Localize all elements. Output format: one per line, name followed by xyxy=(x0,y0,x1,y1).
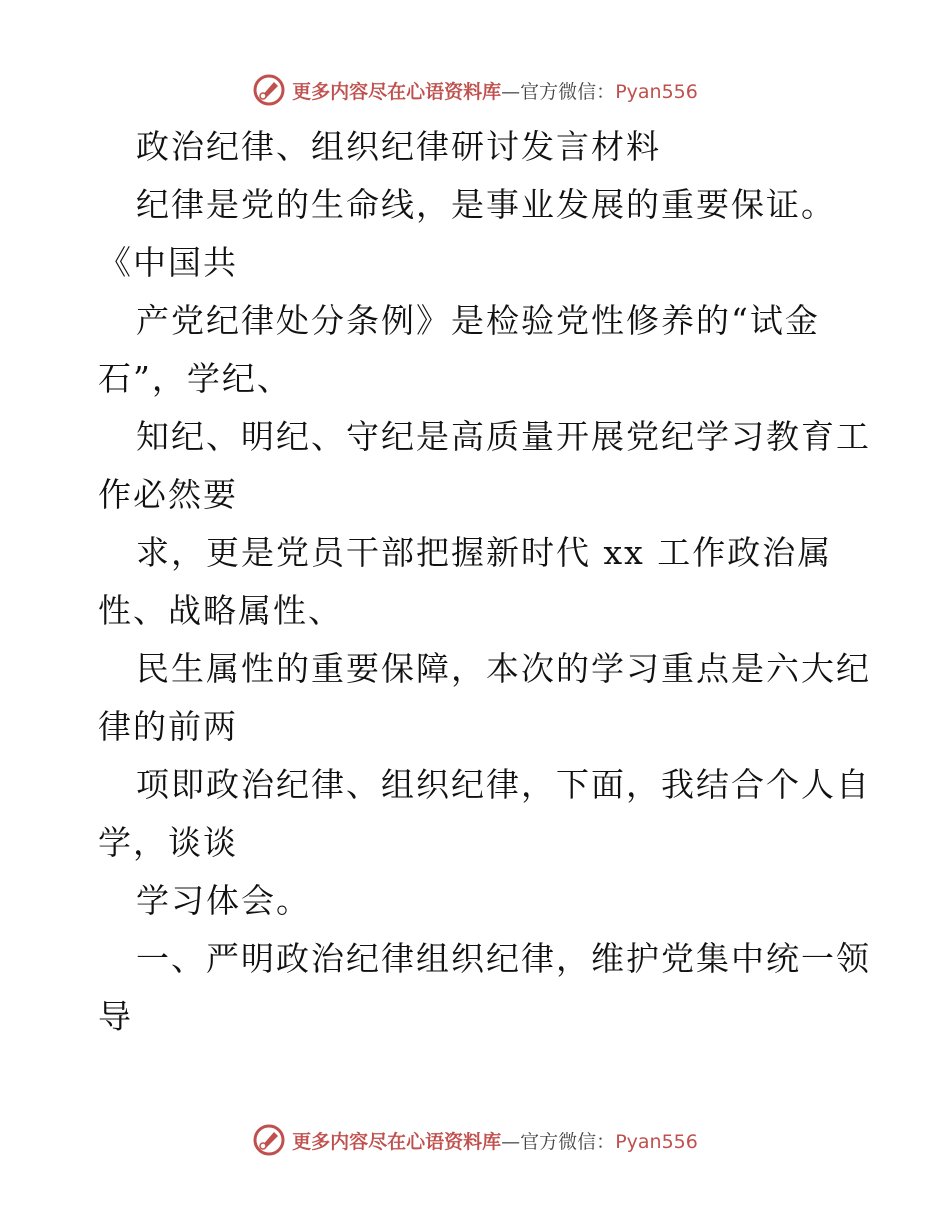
text-line: 性、战略属性、 xyxy=(98,591,343,630)
watermark-footer xyxy=(0,1120,950,1160)
text-line: 律的前两 xyxy=(98,707,238,746)
watermark-label: 官方微信： xyxy=(520,80,616,103)
watermark-wechat-id: Pyan556 xyxy=(615,80,698,103)
text-line: 纪律是党的生命线，是事业发展的重要保证。 xyxy=(136,185,836,224)
watermark-label: 官方微信： xyxy=(520,1130,616,1153)
watermark-wechat-id: Pyan556 xyxy=(615,1130,698,1153)
watermark-dash: — xyxy=(501,80,521,103)
watermark-dash: — xyxy=(501,1130,521,1153)
text-line: 产党纪律处分条例》是检验党性修养的“试金 xyxy=(136,301,820,340)
pen-nib-seal-icon xyxy=(252,1123,286,1157)
text-line: 导 xyxy=(98,997,133,1036)
text-line: 政治纪律、组织纪律研讨发言材料 xyxy=(136,127,661,166)
watermark-header xyxy=(0,70,950,110)
text-line: 民生属性的重要保障，本次的学习重点是六大纪 xyxy=(136,649,871,688)
document-body xyxy=(98,118,898,1046)
text-line: 学习体会。 xyxy=(136,881,311,920)
text-line: 求，更是党员干部把握新时代 xx 工作政治属 xyxy=(136,533,833,572)
text-line: 石”，学纪、 xyxy=(98,359,292,398)
watermark-slogan: 更多内容尽在心语资料库 xyxy=(292,80,502,103)
watermark-slogan: 更多内容尽在心语资料库 xyxy=(292,1130,502,1153)
text-line: 知纪、明纪、守纪是高质量开展党纪学习教育工 xyxy=(136,417,871,456)
text-line: 学，谈谈 xyxy=(98,823,238,862)
text-line: 《中国共 xyxy=(98,243,238,282)
watermark-text xyxy=(292,1127,698,1154)
pen-nib-seal-icon xyxy=(252,73,286,107)
text-line: 作必然要 xyxy=(98,475,238,514)
text-line: 一、严明政治纪律组织纪律，维护党集中统一领 xyxy=(136,939,871,978)
watermark-text xyxy=(292,77,698,104)
text-line: 项即政治纪律、组织纪律，下面，我结合个人自 xyxy=(136,765,871,804)
